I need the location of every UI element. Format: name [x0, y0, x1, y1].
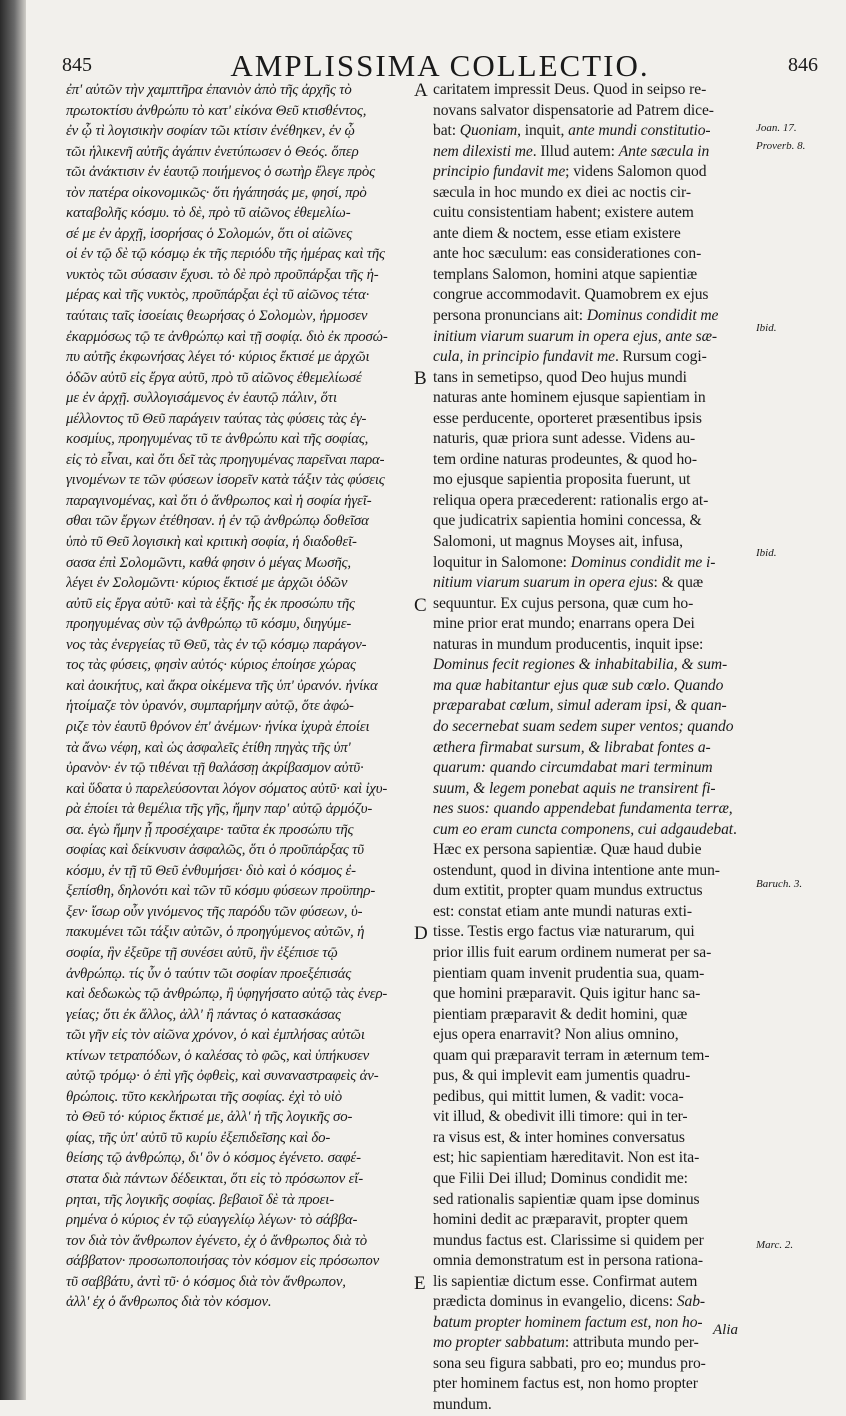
latin-text-line	[433, 1251, 749, 1272]
greek-text-line: ἐπ' αὐτῶν τὴν χαμπτῆρα ἐπανιὸν ἀπὸ τῆς ἀρχῆς τὸ	[66, 82, 352, 98]
latin-text-segment: loquitur in Salomone:	[433, 553, 571, 571]
latin-text-segment: Salomoni, ut magnus Moyses ait, infusa,	[433, 533, 683, 551]
latin-text-segment: mundus factus est. Clarissime si quidem per	[433, 1231, 704, 1249]
latin-text-segment: bat:	[433, 122, 460, 140]
greek-text-line: τῶι ἀνάκτισιν ἐν ἑαυτῷ ποιήμενος ὁ σωτὴρ ἔλεγε πρὸς	[66, 164, 375, 181]
italic-quotation: Quando	[673, 676, 724, 694]
latin-text-segment: tem ordine naturas prodeuntes, & quod ho-	[433, 450, 697, 468]
latin-text-line	[433, 1395, 749, 1416]
latin-text-line	[433, 922, 749, 943]
latin-text-line	[433, 244, 749, 265]
greek-text-line: καταβολῆς κόσμυ. τὸ δὲ, πρὸ τῦ αἰῶνος ἐθεμελίω-	[66, 205, 351, 222]
latin-text-segment: ejus opera enarravit? Non alius omnino,	[433, 1026, 679, 1044]
latin-text-segment: est: constat etiam ante mundi naturas exti-	[433, 902, 692, 920]
greek-text-line: τὰ ἄνω νέφη, καὶ ὡς ἀσφαλεῖς ἐτίθη πηγὰς τῆς ὑπ'	[66, 739, 351, 756]
latin-text-segment: . Illud autem:	[532, 142, 619, 160]
latin-text-line	[433, 1066, 749, 1087]
latin-text-segment: ra visus est, & inter homines conversatus	[433, 1128, 685, 1146]
latin-text-line	[433, 655, 749, 676]
margin-note: Baruch. 3.	[756, 878, 803, 890]
latin-text-line	[433, 1313, 749, 1334]
greek-text-line: καὶ ὕδατα ὐ παρελεύσονται λόγον σόματος αὐτῦ· καὶ ἰχυ-	[66, 780, 388, 797]
latin-text-segment: tans in semetipso, quod Deo hujus mundi	[433, 368, 687, 386]
latin-text-segment: sæcula in hoc mundo ex diei ac noctis cir-	[433, 183, 691, 201]
latin-text-line	[433, 758, 749, 779]
margin-note: Marc. 2.	[756, 1239, 794, 1251]
greek-text-line: τον διὰ τὸν ἄνθρωπον ἐγένετο, ἐχ ὁ ἄνθρωπος διὰ τὸ	[66, 1232, 368, 1249]
latin-text-segment: pientiam quam invenit prudentia sua, quam-	[433, 964, 705, 982]
latin-text-line	[433, 1272, 749, 1293]
italic-quotation: quarum: quando circumdabat mari terminum	[433, 759, 713, 777]
section-marker-c: C	[414, 595, 427, 616]
latin-text-line	[433, 101, 749, 122]
greek-text-line: σέ με ἐν ἀρχῇ, ἱσορήσας ὁ Σολομών, ὅτι οἱ αἰῶνες	[66, 225, 353, 242]
italic-quotation: suum, & legem ponebat aquis ne transirent fi-	[433, 779, 716, 797]
italic-quotation: batum propter hominem factum est, non ho-	[433, 1313, 703, 1331]
italic-quotation: Dominus fecit regiones & inhabitabilia, & sum-	[433, 656, 728, 674]
latin-text-line	[433, 779, 749, 800]
latin-text-segment: que judicatrix sapientia homini concessa, &	[433, 512, 702, 530]
margin-note: Ibid.	[756, 547, 777, 559]
margin-note: Proverb. 8.	[756, 140, 806, 152]
greek-text-line: ρηται, τῆς λογικῆς σοφίας. βεβαιοῖ δὲ τὰ προει-	[66, 1191, 334, 1208]
latin-text-line	[433, 368, 749, 389]
latin-text-line	[433, 224, 749, 245]
latin-text-line	[433, 1107, 749, 1128]
section-marker-e: E	[414, 1273, 426, 1294]
latin-text-segment: est; hic sapientiam hæreditavit. Non est ita-	[433, 1149, 700, 1167]
latin-text-line	[433, 799, 749, 820]
latin-text-segment: sequuntur. Ex cujus persona, quæ cum ho-	[433, 594, 694, 612]
italic-quotation: cum eo eram cuncta componens, cui adgaudebat	[433, 820, 734, 838]
italic-quotation: Dominus condidit me	[586, 307, 719, 325]
greek-text-line: φίας, τῆς ὑπ' αὐτῦ τῦ κυρίυ ἐξεπιδεῖσης καὶ δο-	[66, 1129, 331, 1146]
latin-text-line	[433, 80, 749, 101]
greek-text-line: λέγει ἐν Σολομῶντι· κύριος ἔκτισέ με ἀρχῶι ὁδῶν	[66, 575, 348, 592]
latin-text-segment: naturas ante hominem ejusque sapientiam in	[433, 389, 706, 407]
italic-quotation: ma quæ habitantur ejus quæ sub cœlo	[433, 676, 667, 694]
greek-text-line: ρημένα ὁ κύριος ἐν τῷ εὐαγγελίῳ λέγων· τὸ σάββα-	[66, 1212, 358, 1229]
greek-text-line: ἐκαρμόσως τῷ τε ἀνθρώπῳ καὶ τῇ σοφίᾳ. διὸ ἐκ προσώ-	[66, 328, 388, 345]
latin-text-segment: sed rationalis sapientiæ quam ipse dominus	[433, 1190, 700, 1208]
page-number-left: 845	[62, 54, 92, 76]
latin-text-line	[433, 121, 749, 142]
greek-text-line: ὐρανὸν· ἐν τῷ τιθέναι τῇ θαλάσσῃ ἀκρίβασμον αὐτῦ·	[66, 760, 364, 777]
greek-text-line: γείας; ὅτι ἐκ ἄλλος, ἀλλ' ἢ πάντας ὁ κατασκάσας	[66, 1006, 341, 1023]
italic-quotation: Ante sæcula in	[618, 142, 710, 160]
latin-text-segment: que Filii Dei illud; Dominus condidit me:	[433, 1169, 688, 1187]
greek-text-line: αὐτῷ τρόμῳ· ὁ ἐπὶ γῆς ὀφθεὶς, καὶ συναναστραφεὶς ἀν-	[66, 1068, 379, 1085]
greek-text-line: πακυμένει τῶι τάξιν αὐτῶν, ὁ προηγύμενος αὐτῶν, ἡ	[66, 924, 365, 941]
italic-quotation: nes suos: quando appendebat fundamenta terræ,	[433, 800, 733, 818]
greek-text-line: ρὰ ἐποίει τὰ θεμέλια τῆς γῆς, ἤμην παρ' αὐτῷ ἁρμόζυ-	[66, 801, 373, 818]
latin-text-segment: mo ejusque sapientia proposita fuerunt, ut	[433, 471, 691, 489]
latin-text-line	[433, 429, 749, 450]
greek-text-line: σοφία, ἣν ἐξεῦρε τῇ συνέσει αὐτῦ, ἣν ἐξέπισε τῷ	[66, 944, 338, 961]
latin-text-segment: ostendunt, quod in divina intentione ante mun-	[433, 861, 720, 879]
latin-text-segment: templans Salomon, homini atque sapientiæ	[433, 265, 698, 283]
latin-text-line	[433, 1231, 749, 1252]
running-title: AMPLISSIMA COLLECTIO.	[230, 48, 650, 83]
greek-text-line: σοφίας καὶ δείκνυσιν ἀσφαλῶς, ὅτι ὁ προῦπάρξας τῦ	[66, 842, 364, 859]
margin-note: Ibid.	[756, 322, 777, 334]
running-header	[40, 48, 840, 84]
latin-text-segment: . Rursum cogi-	[614, 348, 707, 366]
italic-quotation: principio fundavit me	[433, 163, 566, 181]
latin-text-line	[433, 984, 749, 1005]
greek-text-line: σασα ἐπὶ Σολομῶντι, καθά φησιν ὁ μέγας Μωσῆς,	[66, 554, 351, 571]
section-marker-d: D	[414, 923, 428, 944]
latin-text-segment: ; videns Salomon quod	[565, 163, 707, 181]
latin-text-line	[433, 696, 749, 717]
latin-text-segment: ante hoc sæculum: eas considerationes con-	[433, 245, 702, 263]
greek-text-line: παραγινομένας, καὶ ὅτι ὁ ἄνθρωπος καὶ ἡ σοφία ἡγεῖ-	[66, 492, 372, 509]
latin-text-line	[433, 183, 749, 204]
italic-quotation: ante mundi constitutio-	[568, 122, 711, 140]
latin-text-line	[433, 347, 749, 368]
latin-text-line	[433, 1087, 749, 1108]
greek-text-line: θρώποις. τῦτο κεκλήρωται τῆς σοφίας. ἐχὶ τὸ υἱὸ	[66, 1088, 343, 1105]
latin-text-line	[433, 1005, 749, 1026]
greek-text-column	[66, 80, 411, 1313]
greek-text-line: αὐτῦ εἰς ἔργα αὐτῦ· καὶ τὰ ἑξῆς· ἧς ἐκ προσώπυ τῆς	[66, 595, 355, 612]
latin-text-segment: .	[666, 676, 674, 694]
latin-text-column	[433, 80, 749, 1416]
latin-text-segment: : attributa mundo per-	[564, 1334, 699, 1352]
greek-text-line: σάββατον· προσωποποιήσας τὸν κόσμον εἰς πρόσωπον	[66, 1253, 380, 1270]
latin-text-line	[433, 902, 749, 923]
latin-text-line	[433, 409, 749, 430]
italic-quotation: cula, in principio fundavit me	[433, 348, 615, 366]
latin-text-segment: sona seu figura sabbati, pro eo; mundus pro-	[433, 1354, 706, 1372]
latin-text-line	[433, 1292, 749, 1313]
latin-text-line	[433, 1046, 749, 1067]
greek-text-line: τῶι ἡλικενῆ αὐτῆς ἀγάπιν ἐνετύπωσεν ὁ Θεός. ὅπερ	[66, 143, 359, 160]
latin-text-line	[433, 553, 749, 574]
greek-text-line: ταύταις ταῖς ἰσοείαις θεωρήσας ὁ Σολομὼν, ἡρμοσεν	[66, 308, 368, 325]
latin-text-line	[433, 964, 749, 985]
latin-text-line	[433, 1148, 749, 1169]
greek-text-line: καὶ ἀοικήτυς, καὶ ἄκρα οἰκέμενα τῆς ὑπ' ὐρανόν. ἡνίκα	[66, 677, 378, 694]
latin-text-line	[433, 1169, 749, 1190]
greek-text-line: προηγυμένας σὺν τῷ ἀνθρώπῳ τῦ κόσμυ, διηγύμε-	[66, 616, 352, 633]
italic-quotation: Quoniam	[459, 122, 518, 140]
greek-text-line: τὸν πατέρα οἰκονομικῶς· ὅτι ἠγάπησάς με, φησί, πρὸ	[66, 184, 367, 201]
latin-text-segment: congrue accommodavit. Quamobrem ex ejus	[433, 286, 709, 304]
greek-text-line: μέλλοντος τῦ Θεῦ παράγειν ταύτας τὰς φύσεις τὰς ἐγ-	[66, 410, 367, 427]
latin-text-line	[433, 573, 749, 594]
latin-text-segment: tisse. Testis ergo factus viæ naturarum, qui	[433, 923, 695, 941]
latin-text-segment: caritatem impressit Deus. Quod in seipso re-	[433, 81, 707, 98]
latin-text-line	[433, 470, 749, 491]
greek-text-line: νος τὰς ἐνεργείας τῦ Θεῦ, τὰς ἐν τῷ κόσμῳ παράγον-	[66, 636, 367, 653]
latin-text-segment: esse perducente, oporteret præsentibus ipsis	[433, 409, 702, 427]
latin-text-line	[433, 1333, 749, 1354]
latin-text-line	[433, 614, 749, 635]
greek-text-line: τῦ σαββάτυ, ἀντὶ τῦ· ὁ κόσμος διὰ τὸν ἄνθρωπον,	[66, 1273, 346, 1290]
latin-text-line	[433, 491, 749, 512]
latin-text-line	[433, 881, 749, 902]
greek-text-line: ριζε τὸν ἑαυτῦ θρόνον ἐπ' ἀνέμων· ἡνίκα ἰχυρὰ ἐποίει	[66, 718, 370, 735]
latin-text-segment: mundum.	[433, 1396, 492, 1413]
latin-text-line	[433, 594, 749, 615]
binding-gutter	[0, 0, 26, 1400]
greek-text-line: νυκτὸς τῶι σύσασιν ἔχυσι. τὸ δὲ πρὸ προῦπάρξαι τῆς ἡ-	[66, 266, 379, 283]
greek-text-line: πρωτοκτίσυ ἀνθρώπυ τὸ κατ' εἰκόνα Θεῦ κτισθέντος,	[66, 102, 367, 119]
greek-text-line: ἀλλ' ἐχ ὁ ἄνθρωπος διὰ τὸν κόσμον.	[66, 1294, 272, 1311]
greek-text-line: κόσμυ, ἐν τῇ τῦ Θεῦ ἐνθυμήσει· διὸ καὶ ὁ κόσμος ἐ-	[66, 862, 356, 879]
greek-text-line: ἐν ᾧ τὶ λογισικὴν σοφίαν τῶι κτίσιν ἐνέθηκεν, ἐν ᾧ	[66, 123, 355, 140]
latin-text-line	[433, 1128, 749, 1149]
greek-text-line: ξεπίσθη, δηλονότι καὶ τῶν τῦ κόσμυ φύσεων προϋπηρ-	[66, 883, 376, 900]
latin-text-line	[433, 1190, 749, 1211]
latin-text-line	[433, 861, 749, 882]
greek-text-line: γινομένων τε τῶν φύσεων ἱσορεῖν κατὰ τάξιν τὰς φύσεις	[66, 472, 385, 489]
latin-text-segment: omnia demonstratum est in persona rationa-	[433, 1252, 703, 1270]
greek-text-line: τὸ Θεῦ τό· κύριος ἔκτισέ με, ἀλλ' ἡ τῆς λογικῆς σο-	[66, 1109, 353, 1126]
greek-text-line: κοσμίυς, προηγυμένας τῦ τε ἀνθρώπυ καὶ τῆς σοφίας,	[66, 431, 369, 448]
latin-text-line	[433, 306, 749, 327]
italic-quotation: mo propter sabbatum	[433, 1334, 565, 1352]
latin-text-line	[433, 327, 749, 348]
latin-text-line	[433, 943, 749, 964]
latin-text-line	[433, 820, 749, 841]
latin-text-line	[433, 635, 749, 656]
greek-text-line: τῶι γῆν εἰς τὸν αἰῶνα χρόνον, ὁ καὶ ἐμπλήσας αὐτῶι	[66, 1027, 365, 1044]
latin-text-line	[433, 738, 749, 759]
greek-text-line: στατα διὰ πάντων δέδεικται, ὅτι εἰς τὸ πρόσωπον εἴ-	[66, 1170, 364, 1187]
latin-text-segment: : & quæ	[653, 574, 704, 592]
greek-text-line: ὑπὸ τῦ Θεῦ λογισικὴ καὶ κριτικὴ σοφία, ἡ διαδοθεῖ-	[66, 534, 357, 551]
latin-text-segment: persona pronuncians ait:	[433, 307, 587, 325]
latin-text-line	[433, 285, 749, 306]
latin-text-line	[433, 142, 749, 163]
greek-text-line: κτίνων τετραπόδων, ὁ καλέσας τὸ φῶς, καὶ ὑπήκυσεν	[66, 1047, 370, 1064]
greek-text-line: σθαι τῶν ἔργων ἐτέθησαν. ἡ ἐν τῷ ἀνθρώπῳ δοθεῖσα	[66, 513, 369, 530]
greek-text-line: οἱ ἐν τῷ δὲ τῷ κόσμῳ ἐκ τῆς περιόδυ τῆς ἡμέρας καὶ τῆς	[66, 246, 385, 263]
latin-text-line	[433, 388, 749, 409]
italic-quotation: Dominus condidit me i-	[570, 553, 716, 571]
latin-text-segment: pientiam præparavit & dedit homini, quæ	[433, 1005, 688, 1023]
latin-text-segment: novans salvator dispensatorie ad Patrem dice-	[433, 101, 714, 119]
latin-text-segment: lis sapientiæ dictum esse. Confirmat autem	[433, 1272, 698, 1290]
latin-text-line	[433, 265, 749, 286]
margin-note: Joan. 17.	[756, 122, 797, 134]
latin-text-segment: naturis, quæ priora sunt adesse. Videns au-	[433, 430, 696, 448]
latin-text-segment: reliqua opera præcederent: rationalis ergo at-	[433, 491, 709, 509]
latin-text-segment: mine prior erat mundo; enarrans opera Dei	[433, 615, 695, 633]
latin-text-segment: pedibus, qui mittit lumen, & vadit: voca-	[433, 1087, 684, 1105]
latin-text-segment: homini dedit ac præparavit, propter quem	[433, 1211, 688, 1229]
greek-text-line: θείσης τῷ ἀνθρώπῳ, δι' ὃν ὁ κόσμος ἐγένετο. σαφέ-	[66, 1150, 361, 1167]
latin-text-segment: prior illis fuit earum ordinem numerat per sa-	[433, 943, 712, 961]
latin-text-line	[433, 450, 749, 471]
italic-quotation: do secernebat suam sedem super ventos; quando	[433, 717, 734, 735]
greek-text-line: σα. ἐγὼ ἤμην ᾗ προσέχαιρε· ταῦτα ἐκ προσώπυ τῆς	[66, 821, 354, 838]
page-number-right: 846	[788, 54, 818, 76]
latin-text-line	[433, 717, 749, 738]
latin-text-line	[433, 162, 749, 183]
greek-text-line: πυ αὐτῆς ἐκφωνήσας λέγει τό· κύριος ἔκτισέ με ἀρχῶι	[66, 349, 370, 366]
greek-text-line: ξεν· ἴσωρ οὖν γινόμενος τῆς παρόδυ τῶν φύσεων, ὑ-	[66, 903, 363, 920]
latin-text-line	[433, 840, 749, 861]
latin-text-line	[433, 511, 749, 532]
greek-text-line: ἀνθρώπῳ. τίς ὖν ὁ ταύτιν τῶι σοφίαν προεξέπισάς	[66, 965, 352, 982]
latin-text-segment: .	[733, 820, 737, 838]
greek-text-line: εἰς τὸ εἶναι, καὶ ὅτι δεῖ τὰς προηγυμένας παρεῖναι παρα-	[66, 451, 385, 468]
latin-text-segment: naturas in mundum producentis, inquit ipse:	[433, 635, 704, 653]
latin-text-line	[433, 532, 749, 553]
section-marker-b: B	[414, 368, 427, 389]
latin-text-line	[433, 1210, 749, 1231]
latin-text-line	[433, 1374, 749, 1395]
italic-quotation: æthera firmabat sursum, & librabat fontes a-	[433, 738, 711, 756]
greek-text-line: μέρας καὶ τῆς νυκτὸς, προῦπάρξαι ἐςὶ τῦ αἰῶνος τέτα·	[66, 287, 370, 304]
latin-text-line	[433, 203, 749, 224]
latin-text-line	[433, 1354, 749, 1375]
latin-text-segment: dum extitit, propter quam mundus extructus	[433, 882, 703, 900]
latin-text-line	[433, 1025, 749, 1046]
latin-text-segment: Hæc ex persona sapientiæ. Quæ haud dubie	[433, 841, 702, 859]
latin-text-segment: vit illud, & obedivit illi timore: qui in ter-	[433, 1108, 688, 1126]
latin-text-line	[433, 676, 749, 697]
latin-text-segment: que homini præparavit. Quis igitur hanc sa-	[433, 985, 701, 1003]
latin-text-segment: pus, & qui implevit eam jumentis quadru-	[433, 1067, 691, 1085]
greek-text-line: καὶ δεδωκὼς τῷ ἀνθρώπῳ, ἢ ὑφηγήσατο αὐτῷ τὰς ἐνερ-	[66, 986, 388, 1003]
italic-quotation: initium viarum suarum in opera ejus, ante sæ-	[433, 327, 717, 345]
greek-text-line: τος τὰς φύσεις, φησὶν αὐτός· κύριος ἐποίησε χώρας	[66, 657, 356, 674]
greek-text-line: ἡτοίμαζε τὸν ὐρανόν, συμπαρήμην αὐτῷ, ὅτε ἀφώ-	[66, 698, 354, 715]
italic-quotation: nem dilexisti me	[433, 142, 533, 160]
latin-text-segment: ante diem & noctem, esse etiam existere	[433, 224, 681, 242]
italic-quotation: nitium viarum suarum in opera ejus	[433, 574, 654, 592]
catchword: Alia	[713, 1322, 738, 1338]
latin-text-segment: cuitu consistentiam habent; existere autem	[433, 204, 694, 222]
greek-text-line: με ἐν ἀρχῇ. συλλογισάμενος ἐν ἑαυτῷ πάλιν, ὅτι	[66, 390, 337, 407]
italic-quotation: præparabat cœlum, simul aderam ipsi, & quan-	[433, 697, 727, 715]
latin-text-segment: quam qui præparavit terram in æternum tem-	[433, 1046, 710, 1064]
greek-text-line: ὁδῶν αὐτῦ εἰς ἔργα αὐτῦ, πρὸ τῦ αἰῶνος ἐθεμελίωσέ	[66, 369, 362, 386]
latin-text-segment: prædicta dominus in evangelio, dicens:	[433, 1293, 677, 1311]
section-marker-a: A	[414, 80, 428, 101]
latin-text-segment: , inquit,	[517, 122, 569, 140]
italic-quotation: Sab-	[676, 1293, 706, 1311]
latin-text-segment: pter hominem factus est, non homo propter	[433, 1375, 698, 1393]
